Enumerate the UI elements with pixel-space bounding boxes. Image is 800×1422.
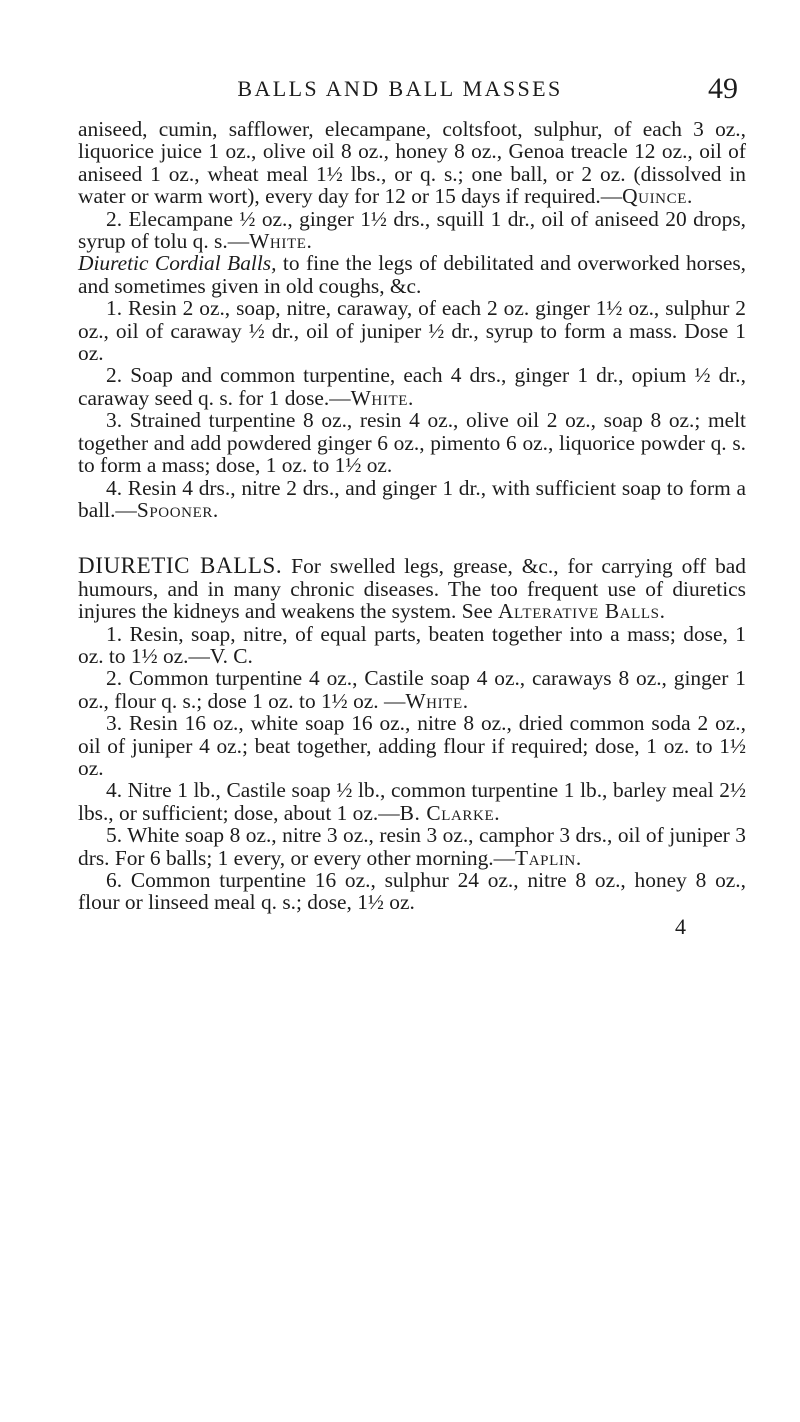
paragraph: 2. Soap and common turpentine, each 4 drs., ginger 1 dr., opium ½ dr., caraway seed q. s. for 1 dose.—White. [78,363,746,410]
author-credit: White. [405,688,469,713]
author-credit: Quince. [622,184,693,209]
paragraph: 3. Strained turpentine 8 oz., resin 4 oz., olive oil 2 oz., soap 8 oz.; melt together and add powdered ginger 6 oz., pimento 6 oz., liquorice powder q. s. to form a mass; dose, 1 oz. to 1½ oz. [78,408,746,478]
paragraph: 1. Resin, soap, nitre, of equal parts, beaten together into a mass; dose, 1 oz. to 1½ oz.—V. C. [78,621,746,668]
signature-mark: 4 [675,913,686,939]
paragraph: 4. Nitre 1 lb., Castile soap ½ lb., common turpentine 1 lb., barley meal 2½ lbs., or sufficient; dose, about 1 oz.—B. Clarke. [78,778,746,825]
paragraph: 2. Elecampane ½ oz., ginger 1½ drs., squill 1 dr., oil of aniseed 20 drops, syrup of tolu q. s.—White. [78,206,746,254]
paragraph: 4. Resin 4 drs., nitre 2 drs., and ginger 1 dr., with sufficient soap to form a ball.—Spooner. [78,475,746,522]
section-title: Diuretic Cordial Balls, [78,251,277,276]
author-credit: White. [249,229,313,254]
running-title: BALLS AND BALL MASSES [237,76,563,101]
running-head [0,72,800,112]
paragraph: 6. Common turpentine 16 oz., sulphur 24 oz., nitre 8 oz., honey 8 oz., flour or linseed meal q. s.; dose, 1½ oz. [78,868,746,915]
author-credit: Spooner. [136,497,219,522]
author-credit: Taplin. [515,845,582,870]
paragraph: 1. Resin 2 oz., soap, nitre, caraway, of each 2 oz. ginger 1½ oz., sulphur 2 oz., oil of caraway ½ dr., oil of juniper ½ dr., syrup to form a mass. Dose 1 oz. [78,296,746,366]
paragraph: 5. White soap 8 oz., nitre 3 oz., resin 3 oz., camphor 3 drs., oil of juniper 3 drs. For 6 balls; 1 every, or every other morning.—Taplin. [78,823,746,870]
paragraph: aniseed, cumin, safflower, elecampane, coltsfoot, sulphur, of each 3 oz., liquorice juice 1 oz., olive oil 8 oz., honey 8 oz., Genoa treacle 12 oz., oil of aniseed 1 oz., wheat meal 1½ lbs., or q. s.; one ball, or 2 oz. (dissolved in water or warm wort), every day for 12 or 15 days if required.—Quince. [78,117,746,209]
cross-reference: Alterative Balls [498,599,660,624]
paragraph: Diuretic Cordial Balls, to fine the legs of debilitated and overworked horses, and sometimes given in old coughs, &c. [78,251,746,298]
page-number: 49 [708,72,738,105]
paragraph: 2. Common turpentine 4 oz., Castile soap 4 oz., caraways 8 oz., ginger 1 oz., flour q. s.; dose 1 oz. to 1½ oz. —White. [78,666,746,713]
section-heading: DIURETIC BALLS. [78,553,283,579]
author-credit: B. Clarke. [399,800,501,825]
author-credit: White. [350,385,414,410]
paragraph: 3. Resin 16 oz., white soap 16 oz., nitre 8 oz., dried common soda 2 oz., oil of juniper 4 oz.; beat together, adding flour if required; dose, 1 oz. to 1½ oz. [78,711,746,780]
paragraph: DIURETIC BALLS. For swelled legs, grease, &c., for carrying off bad humours, and in many chronic diseases. The too frequent use of diuretics injures the kidneys and weakens the system. See Alterative Balls. [78,553,746,624]
page-body [78,118,746,938]
